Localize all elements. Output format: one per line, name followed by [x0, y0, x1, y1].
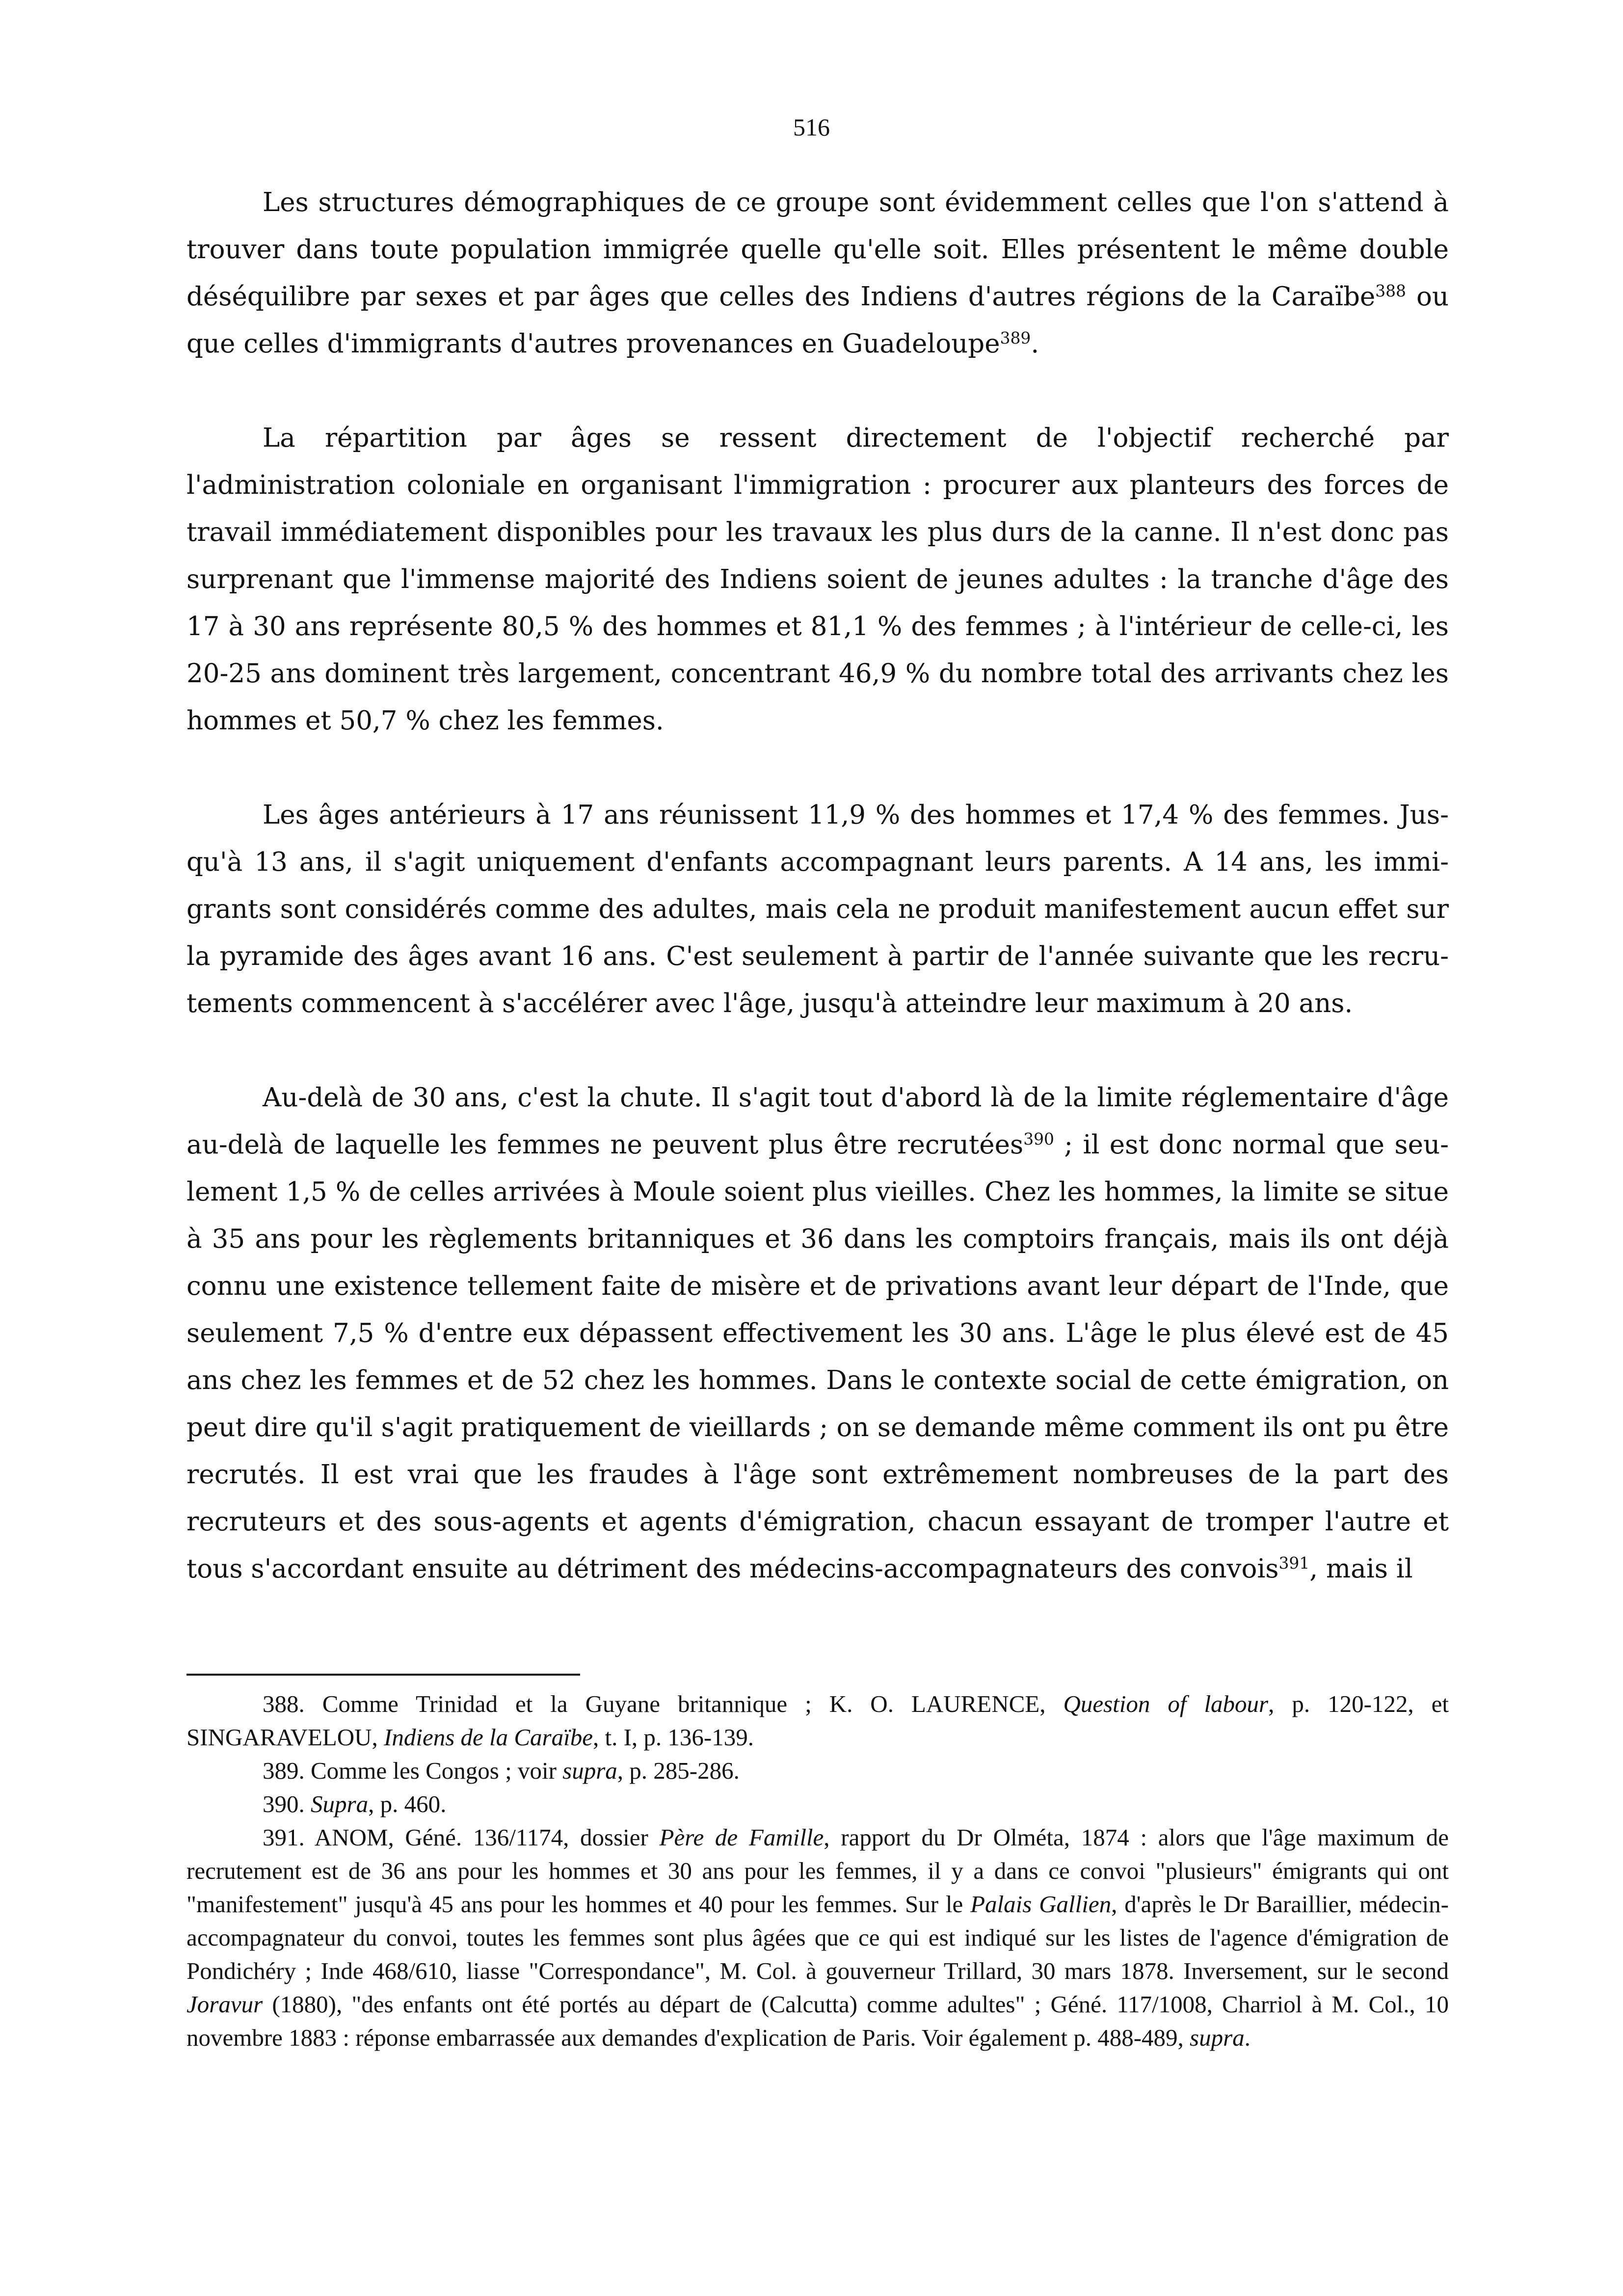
text-run: (1880), "des enfants ont été portés au départ de (Calcutta) comme adultes" ; Géné. 117/1008, Charriol à M. Col., 10 novembre 1883 : réponse embarrassée aux demandes d'explication de Paris. Voir également p. 488-489,: [186, 1991, 1449, 2051]
text-run: 389. Comme les Congos ; voir: [263, 1757, 563, 1784]
paragraph: [186, 1074, 1449, 1593]
footnote-389: [186, 1754, 1449, 1788]
paragraph: [186, 179, 1449, 368]
footnote-ref: 388: [1375, 281, 1406, 300]
text-run: ou que celles d'immigrants d'autres provenances en Guadeloupe: [186, 282, 1449, 359]
text-run: 390.: [263, 1790, 311, 1817]
footnote-ref: 390: [1023, 1129, 1054, 1148]
italic-text: Palais Gallien: [970, 1891, 1112, 1918]
body-text: [186, 179, 1449, 1593]
text-run: La répartition par âges se ressent directement de l'objectif recherché par l'administration coloniale en organisant l'immigration : procurer aux planteurs des forces de travail immédiatement disponibles pour les travaux les plus durs de la canne. Il n'est donc pas surprenant que l'immense majorité des Indiens soient de jeunes adultes : la tranche d'âge des 17 à 30 ans représente 80,5 % des hommes et 81,1 % des femmes ; à l'intérieur de celle-ci, les 20-25 ans dominent très largement, concentrant 46,9 % du nombre total des arrivants chez les hommes et 50,7 % chez les femmes.: [186, 423, 1449, 736]
footnote-390: [186, 1788, 1449, 1821]
footnote-391: [186, 1821, 1449, 2055]
italic-text: Supra: [311, 1790, 369, 1817]
text-run: , rapport du Dr Olméta, 1874 : alors que l'âge maximum de recrutement est de 36 ans pour les hommes et 30 ans pour les femmes, il y a dans ce convoi "plusieurs" émigrants qui ont "manifestement" jusqu'à 45 ans pour les hommes et 40 pour les femmes. Sur le: [186, 1824, 1449, 1918]
page-number: 516: [793, 113, 830, 141]
italic-text: supra: [1190, 2024, 1245, 2051]
footnotes: [186, 1687, 1449, 2055]
italic-text: Question of labour: [1063, 1690, 1269, 1717]
text-run: 391. ANOM, Géné. 136/1174, dossier: [263, 1824, 660, 1851]
text-run: , d'après le Dr Baraillier, médecin-accompagnateur du convoi, toutes les femmes sont plus âgées que ce qui est indiqué sur les listes de l'agence d'émigration de Pondichéry ; Inde 468/610, liasse "Correspondance", M. Col. à gouverneur Trillard, 30 mars 1878. Inversement, sur le second: [186, 1891, 1449, 1984]
text-run: , p. 285-286.: [617, 1757, 740, 1784]
footnote-388: [186, 1687, 1449, 1754]
italic-text: supra: [562, 1757, 617, 1784]
text-run: , t. I, p. 136-139.: [593, 1724, 754, 1751]
text-run: Les âges antérieurs à 17 ans réunissent 11,9 % des hommes et 17,4 % des femmes. Jusqu'à 13 ans, il s'agit uniquement d'enfants accompagnant leurs parents. A 14 ans, les immigrants sont considérés comme des adultes, mais cela ne produit manifestement aucun effet sur la pyramide des âges avant 16 ans. C'est seulement à partir de l'année suivante que les recrutements commencent à s'accélérer avec l'âge, jusqu'à atteindre leur maximum à 20 ans.: [186, 800, 1449, 1018]
text-run: , mais il: [1309, 1554, 1413, 1584]
italic-text: Indiens de la Caraïbe: [384, 1724, 593, 1751]
text-run: Au-delà de 30 ans, c'est la chute. Il s'agit tout d'abord là de la limite réglementaire d'âge au-delà de laquelle les femmes ne peuvent plus être recrutées: [186, 1083, 1449, 1160]
text-run: , p. 460.: [368, 1790, 447, 1817]
text-run: Les structures démographiques de ce groupe sont évidemment celles que l'on s'attend à trouver dans toute population immigrée quelle qu'elle soit. Elles présentent le même double déséquilibre par sexes et par âges que celles des Indiens d'autres régions de la Caraïbe: [186, 187, 1449, 312]
text-run: 388. Comme Trinidad et la Guyane britannique ; K. O. LAURENCE,: [263, 1690, 1064, 1717]
text-run: .: [1244, 2024, 1251, 2051]
text-run: .: [1031, 329, 1039, 359]
paragraph: [186, 415, 1449, 745]
text-run: ; il est donc normal que seulement 1,5 % de celles arrivées à Moule soient plus vieilles. Chez les hommes, la limite se situe à 35 ans pour les règlements britanniques et 36 dans les comptoirs français, mais ils ont déjà connu une existence tellement faite de misère et de privations avant leur départ de l'Inde, que seulement 7,5 % d'entre eux dépassent effectivement les 30 ans. L'âge le plus élevé est de 45 ans chez les femmes et de 52 chez les hommes. Dans le contexte social de cette émigration, on peut dire qu'il s'agit pratiquement de vieillards ; on se demande même comment ils ont pu être recrutés. Il est vrai que les fraudes à l'âge sont extrêmement nombreuses de la part des recruteurs et des sous-agents et agents d'émigration, chacun essayant de tromper l'autre et tous s'accordant ensuite au détriment des médecins-accompagnateurs des convois: [186, 1130, 1449, 1584]
footnote-separator: [186, 1674, 580, 1676]
italic-text: Père de Famille: [659, 1824, 824, 1851]
footnote-ref: 389: [1000, 328, 1031, 347]
paragraph: [186, 792, 1449, 1027]
italic-text: Joravur: [186, 1991, 263, 2018]
footnote-ref: 391: [1278, 1553, 1310, 1573]
text-run: , p. 120-122, et SINGARAVELOU,: [186, 1690, 1449, 1751]
